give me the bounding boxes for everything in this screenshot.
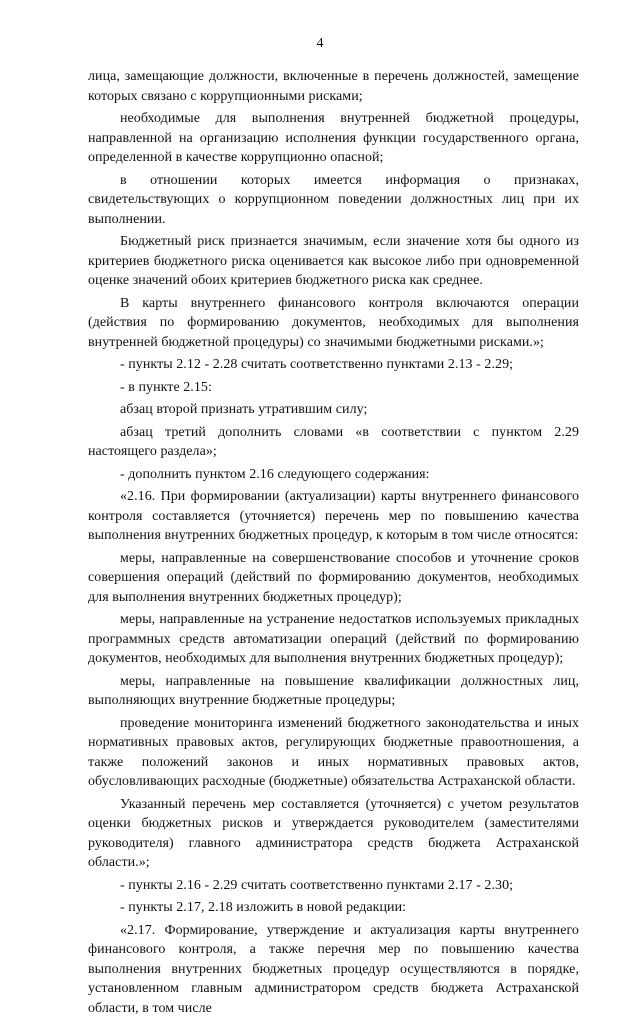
paragraph: Бюджетный риск признается значимым, если значение хотя бы одного из критериев бюджетного риска оценивается как высокое либо при одновременной оценке значений обоих критериев бюджетного риска как среднее. [88, 232, 579, 291]
paragraph: «2.16. При формировании (актуализации) карты внутреннего финансового контроля составляется (уточняется) перечень мер по повышению качества выполнения внутренних бюджетных процедур, к которым в том числе относятся: [88, 487, 579, 546]
page-number: 4 [0, 36, 640, 52]
document-body [88, 67, 579, 1018]
paragraph: - дополнить пунктом 2.16 следующего содержания: [88, 465, 579, 485]
paragraph: - пункты 2.17, 2.18 изложить в новой редакции: [88, 898, 579, 918]
paragraph: проведение мониторинга изменений бюджетного законодательства и иных нормативных правовых актов, регулирующих бюджетные правоотношения, а также положений законов и иных нормативных правовых актов, обусловливающих расходные (бюджетные) обязательства Астраханской области. [88, 714, 579, 792]
paragraph: - пункты 2.12 - 2.28 считать соответственно пунктами 2.13 - 2.29; [88, 355, 579, 375]
paragraph: абзац второй признать утратившим силу; [88, 400, 579, 420]
paragraph: Указанный перечень мер составляется (уточняется) с учетом результатов оценки бюджетных рисков и утверждается руководителем (заместителями руководителя) главного администратора средств бюджета Астраханской области.»; [88, 795, 579, 873]
paragraph: необходимые для выполнения внутренней бюджетной процедуры, направленной на организацию исполнения функции государственного органа, определенной в качестве коррупционно опасной; [88, 109, 579, 168]
paragraph: абзац третий дополнить словами «в соответствии с пунктом 2.29 настоящего раздела»; [88, 423, 579, 462]
paragraph: - в пункте 2.15: [88, 378, 579, 398]
paragraph: меры, направленные на устранение недостатков используемых прикладных программных средств автоматизации операций (действий по формированию документов, необходимых для выполнения внутренних бюджетных процедур); [88, 610, 579, 669]
paragraph: лица, замещающие должности, включенные в перечень должностей, замещение которых связано с коррупционными рисками; [88, 67, 579, 106]
paragraph: меры, направленные на повышение квалификации должностных лиц, выполняющих внутренние бюджетные процедуры; [88, 672, 579, 711]
paragraph: в отношении которых имеется информация о признаках, свидетельствующих о коррупционном поведении должностных лиц при их выполнении. [88, 171, 579, 230]
paragraph: меры, направленные на совершенствование способов и уточнение сроков совершения операций (действий по формированию документов, необходимых для выполнения внутренних бюджетных процедур); [88, 549, 579, 608]
paragraph: «2.17. Формирование, утверждение и актуализация карты внутреннего финансового контроля, а также перечня мер по повышению качества выполнения внутренних бюджетных процедур осуществляются в порядке, установленном главным администратором средств бюджета Астраханской области, в том числе [88, 921, 579, 1018]
paragraph: В карты внутреннего финансового контроля включаются операции (действия по формированию документов, необходимых для выполнения внутренней бюджетной процедуры) со значимыми бюджетными рисками.»; [88, 294, 579, 353]
paragraph: - пункты 2.16 - 2.29 считать соответственно пунктами 2.17 - 2.30; [88, 876, 579, 896]
